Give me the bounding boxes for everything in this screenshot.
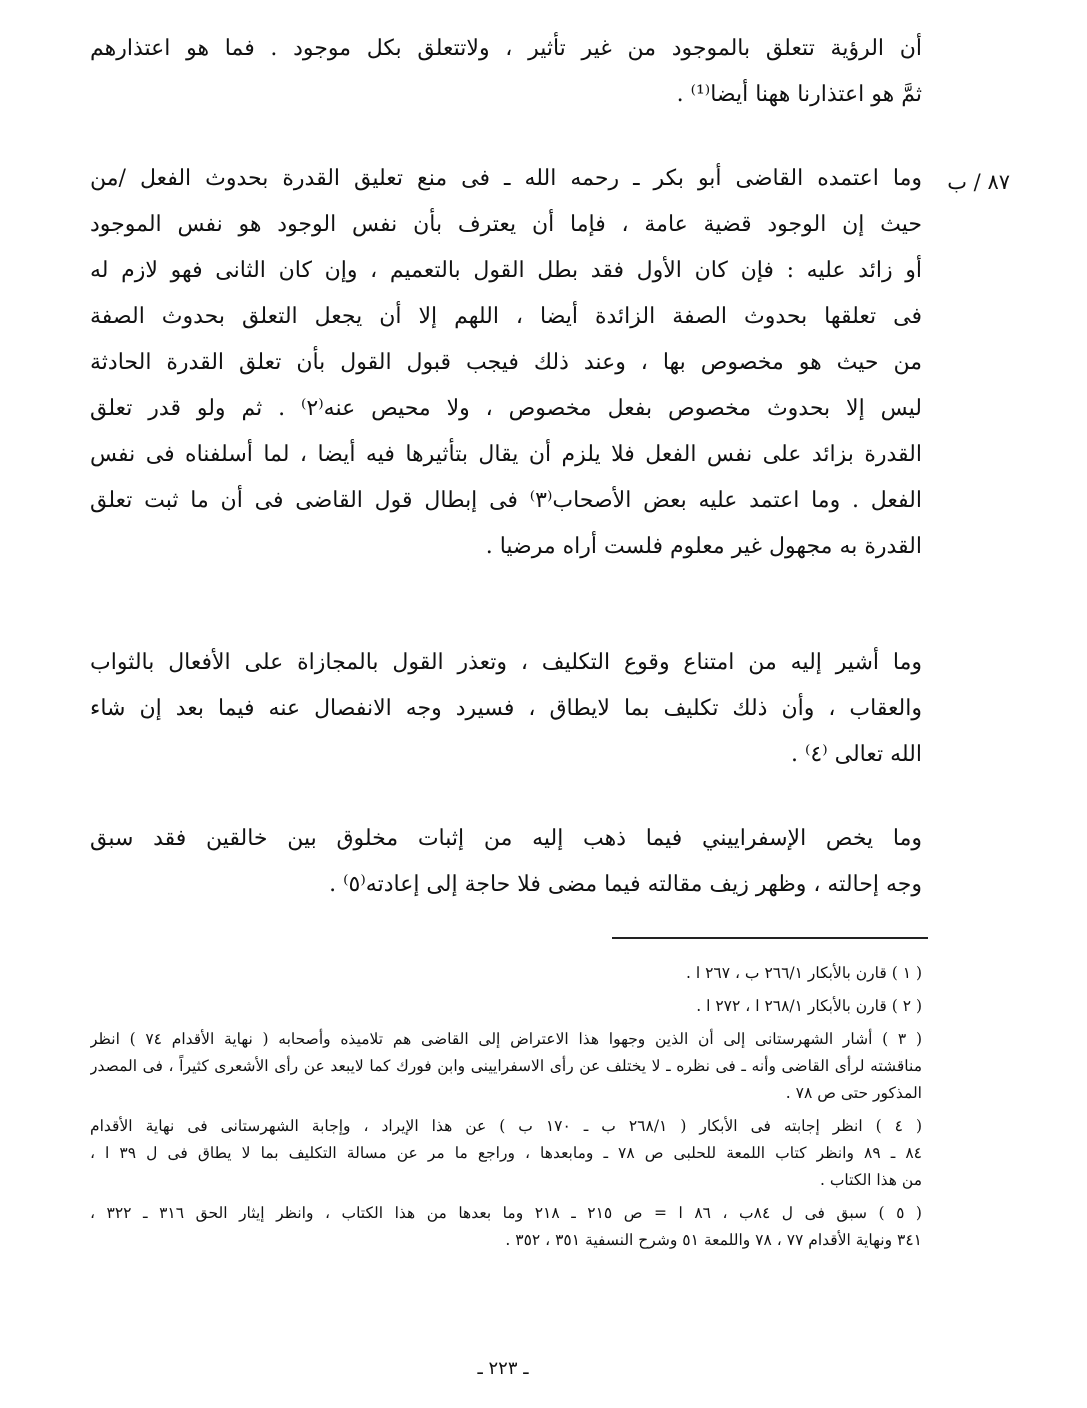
text-line: وجه إحالته ، وظهر زيف مقالته فيما مضى فلا حاجة إلى إعادته⁽٥⁾ .	[329, 872, 922, 897]
text-line: من حيث هو مخصوص بها ، وعند ذلك فيجب قبول القول بأن تعلق القدرة الحادثة	[90, 350, 922, 375]
footnote-2	[90, 993, 922, 1020]
footnote-4	[90, 1113, 922, 1194]
text-line: أو زائد عليه : فإن كان الأول فقد بطل القول بالتعميم ، وإن كان الثانى فهو لازم له	[90, 258, 922, 283]
paragraph-3	[90, 640, 922, 778]
footnote-line: ( ٥ ) سبق فى ل ٨٤ب ، ٨٦ ا = ص ٢١٥ ـ ٢١٨ وما بعدها من هذا الكتاب ، وانظر إيثار الحق ٣١٦ ـ ٣٢٢ ،	[90, 1204, 922, 1222]
text-line: أن الرؤية تتعلق بالموجود من غير تأثير ، ولاتتعلق بكل موجود . فما هو اعتذارهم	[90, 36, 922, 61]
footnote-line: ٣٤١ ونهاية الأقدام ٧٧ ، ٧٨ واللمعة ٥١ وشرح النسفية ٣٥١ ، ٣٥٢ .	[505, 1231, 922, 1249]
footnote-5	[90, 1200, 922, 1254]
text-line: وما يخص الإسفراييني فيما ذهب إليه من إثبات مخلوق بين خالقين فقد سبق	[90, 826, 922, 851]
footnote-line: ( ٤ ) انظر إجابته فى الأبكار ( ٢٦٨/١ ب ـ ١٧٠ ب ) عن هذا الإيراد ، وإجابة الشهرستانى فى نهاية الأقدام	[90, 1117, 922, 1135]
text-line: وما أشير إليه من امتناع وقوع التكليف ، وتعذر القول بالمجازاة على الأفعال بالثواب	[90, 650, 922, 675]
text-line: فى تعلقها بحدوث الصفة الزائدة أيضا ، اللهم إلا أن يجعل التعلق بحدوث الصفة	[90, 304, 922, 329]
footnote-line: ( ٢ ) قارن بالأبكار ٢٦٨/١ ا ، ٢٧٢ ا .	[696, 997, 922, 1015]
footnote-3	[90, 1026, 922, 1107]
footnotes-section	[90, 960, 922, 1260]
footnote-line: مناقشته لرأى القاضى وأنه ـ فى نظره ـ لا يختلف عن رأى الاسفرايينى وابن فورك كما لايبعد عن رأى الأشعرى كثيراً ، فى المصدر	[90, 1057, 922, 1075]
footnote-line: ٨٤ ـ ٨٩ وانظر كتاب اللمعة للحلبى ص ٧٨ ـ ومابعدها ، وراجع ما مر عن مسالة التكليف بما لا يطاق فى ل ٣٩ ا ،	[90, 1144, 922, 1162]
page-number: ـ ٢٢٣ ـ	[477, 1358, 529, 1379]
footnote-1	[90, 960, 922, 987]
text-line: الله تعالى ⁽٤⁾ .	[791, 742, 922, 767]
footnote-separator	[612, 937, 928, 939]
text-line: القدرة بزائد على نفس الفعل فلا يلزم أن يقال بتأثيرها فيه أيضا ، لما أسلفناه فى نفس	[90, 442, 922, 467]
text-line: ثمَّ هو اعتذارنا ههنا أيضا⁽¹⁾ .	[676, 82, 922, 107]
text-line: الفعل . وما اعتمد عليه بعض الأصحاب⁽٣⁾ فى إبطال قول القاضى فى أن ما ثبت تعلق	[90, 488, 922, 513]
text-line: ليس إلا بحدوث مخصوص بفعل مخصوص ، ولا محيص عنه⁽٢⁾ . ثم ولو قدر تعلق	[90, 396, 922, 421]
text-line: القدرة به مجهول غير معلوم فلست أراه مرضيا .	[485, 534, 922, 559]
paragraph-4	[90, 816, 922, 908]
footnote-line: ( ١ ) قارن بالأبكار ٢٦٦/١ ب ، ٢٦٧ ا .	[685, 964, 922, 982]
footnote-line: من هذا الكتاب .	[819, 1171, 922, 1189]
text-line: وما اعتمده القاضى أبو بكر ـ رحمه الله ـ فى منع تعليق القدرة بحدوث الفعل /من	[90, 166, 922, 191]
footnote-line: المذكور حتى ص ٧٨ .	[785, 1084, 922, 1102]
text-line: حيث إن الوجود قضية عامة ، فإما أن يعترف بأن نفس الوجود هو نفس الموجود	[90, 212, 922, 237]
margin-folio-marker: ٨٧ / ب	[947, 170, 1010, 194]
paragraph-1	[90, 26, 922, 118]
text-line: والعقاب ، وأن ذلك تكليف بما لايطاق ، فسيرد وجه الانفصال عنه فيما بعد إن شاء	[90, 696, 922, 721]
footnote-line: ( ٣ ) أشار الشهرستانى إلى أن الذين وجهوا هذا الاعتراض إلى القاضى هم تلاميذه وأصحابه ( نهاية الأقدام ٧٤ ) انظر	[90, 1030, 922, 1048]
paragraph-2	[90, 156, 922, 570]
